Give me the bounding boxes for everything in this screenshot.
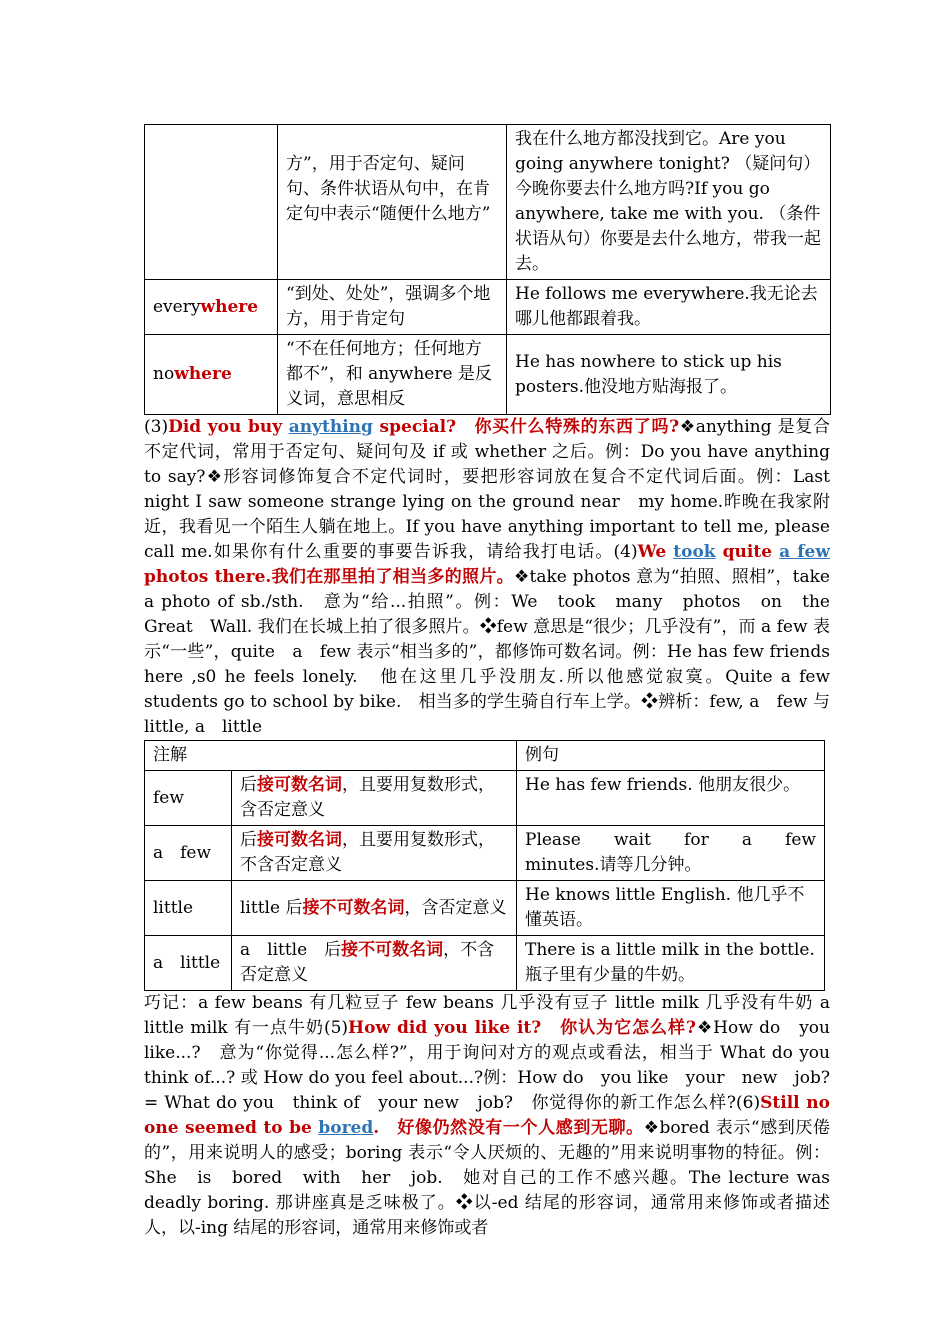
meaning-cell: 方”，用于否定句、疑问句、条件状语从句中，在肯定句中表示“随便什么地方”: [278, 125, 507, 280]
table-row: [145, 125, 831, 280]
table-row: [145, 771, 825, 826]
document-page: [144, 124, 847, 1241]
example-cell: He has nowhere to stick up his posters.他没地方贴海报了。: [507, 335, 831, 415]
link-took[interactable]: took: [673, 542, 716, 562]
example-cell: Please wait for a few minutes.请等几分钟。: [517, 826, 825, 881]
word-cell: [145, 125, 278, 280]
word-cell: everywhere: [145, 280, 278, 335]
table-row: [145, 826, 825, 881]
word-cell: a little: [145, 936, 232, 991]
adverb-table: [144, 124, 831, 415]
table-row: [145, 881, 825, 936]
example-cell: He knows little English. 他几乎不懂英语。: [517, 881, 825, 936]
word-cell: nowhere: [145, 335, 278, 415]
meaning-cell: “不在任何地方；任何地方都不”，和 anywhere 是反义词，意思相反: [278, 335, 507, 415]
note-cell: 后接可数名词，且要用复数形式，不含否定意义: [232, 826, 517, 881]
word-cell: few: [145, 771, 232, 826]
note-cell: little 后接不可数名词，含否定意义: [232, 881, 517, 936]
example-cell: He has few friends. 他朋友很少。: [517, 771, 825, 826]
table-row: [145, 335, 831, 415]
link-anything[interactable]: anything: [288, 417, 373, 437]
word-cell: little: [145, 881, 232, 936]
few-little-table: [144, 740, 833, 991]
table-row: [145, 936, 825, 991]
example-cell: He follows me everywhere.我无论去哪儿他都跟着我。: [507, 280, 831, 335]
link-bored[interactable]: bored: [318, 1118, 374, 1138]
table-header-row: [145, 741, 825, 771]
note-cell: 后接可数名词，且要用复数形式，含否定意义: [232, 771, 517, 826]
paragraph-5-6: 巧记：a few beans 有几粒豆子 few beans 几乎没有豆子 little milk 几乎没有牛奶 a little milk 有一点牛奶(5)How did you like it? 你认为它怎么样?❖How do you like...? 意为“你觉得...怎么样?”，用于询问对方的观点或看法，相当于 What do you think of...? 或 How do you feel about...?例：How do you like your new job? = What do you think of your new job? 你觉得你的新工作怎么样?(6)Still no one seemed to be bored. 好像仍然没有一个人感到无聊。❖bored 表示“感到厌倦的”，用来说明人的感受；boring 表示“令人厌烦的、无趣的”用来说明事物的特征。例：She is bored with her job. 她对自己的工作不感兴趣。The lecture was deadly boring. 那讲座真是乏味极了。❖以-ed 结尾的形容词，通常用来修饰或者描述人，以-ing 结尾的形容词，通常用来修饰或者: [144, 993, 847, 1238]
table-row: [145, 280, 831, 335]
header-note: 注解: [145, 741, 517, 771]
note-cell: a little 后接不可数名词，不含否定意义: [232, 936, 517, 991]
example-cell: 我在什么地方都没找到它。Are you going anywhere tonight? （疑问句）今晚你要去什么地方吗?If you go anywhere, take me with you. （条件状语从句）你要是去什么地方，带我一起去。: [507, 125, 831, 280]
link-a-few[interactable]: a few: [779, 542, 830, 562]
header-example: 例句: [517, 741, 825, 771]
word-cell: a few: [145, 826, 232, 881]
paragraph-3-4: (3)Did you buy anything special? 你买什么特殊的东西了吗?❖anything 是复合不定代词，常用于否定句、疑问句及 if 或 whether 之后。例：Do you have anything to say?❖形容词修饰复合不定代词时，要把形容词放在复合不定代词后面。例：Last night I saw someone strange lying on the ground near my home.昨晚在我家附近，我看见一个陌生人躺在地上。If you have anything important to tell me, please call me.如果你有什么重要的事要告诉我，请给我打电话。(4)We took quite a few photos there.我们在那里拍了相当多的照片。❖take photos 意为“拍照、照相”，take a photo of sb./sth. 意为“给...拍照”。例：We took many photos on the Great Wall. 我们在长城上拍了很多照片。❖few 意思是“很少；几乎没有”，而 a few 表示“一些”，quite a few 表示“相当多的”，都修饰可数名词。例：He has few friends here ,s0 he feels lonely. 他在这里几乎没朋友.所以他感觉寂寞。Quite a few students go to school by bike. 相当多的学生骑自行车上学。❖辨析：few, a few 与 little, a little: [144, 417, 847, 737]
meaning-cell: “到处、处处”，强调多个地方，用于肯定句: [278, 280, 507, 335]
example-cell: There is a little milk in the bottle.瓶子里有少量的牛奶。: [517, 936, 825, 991]
